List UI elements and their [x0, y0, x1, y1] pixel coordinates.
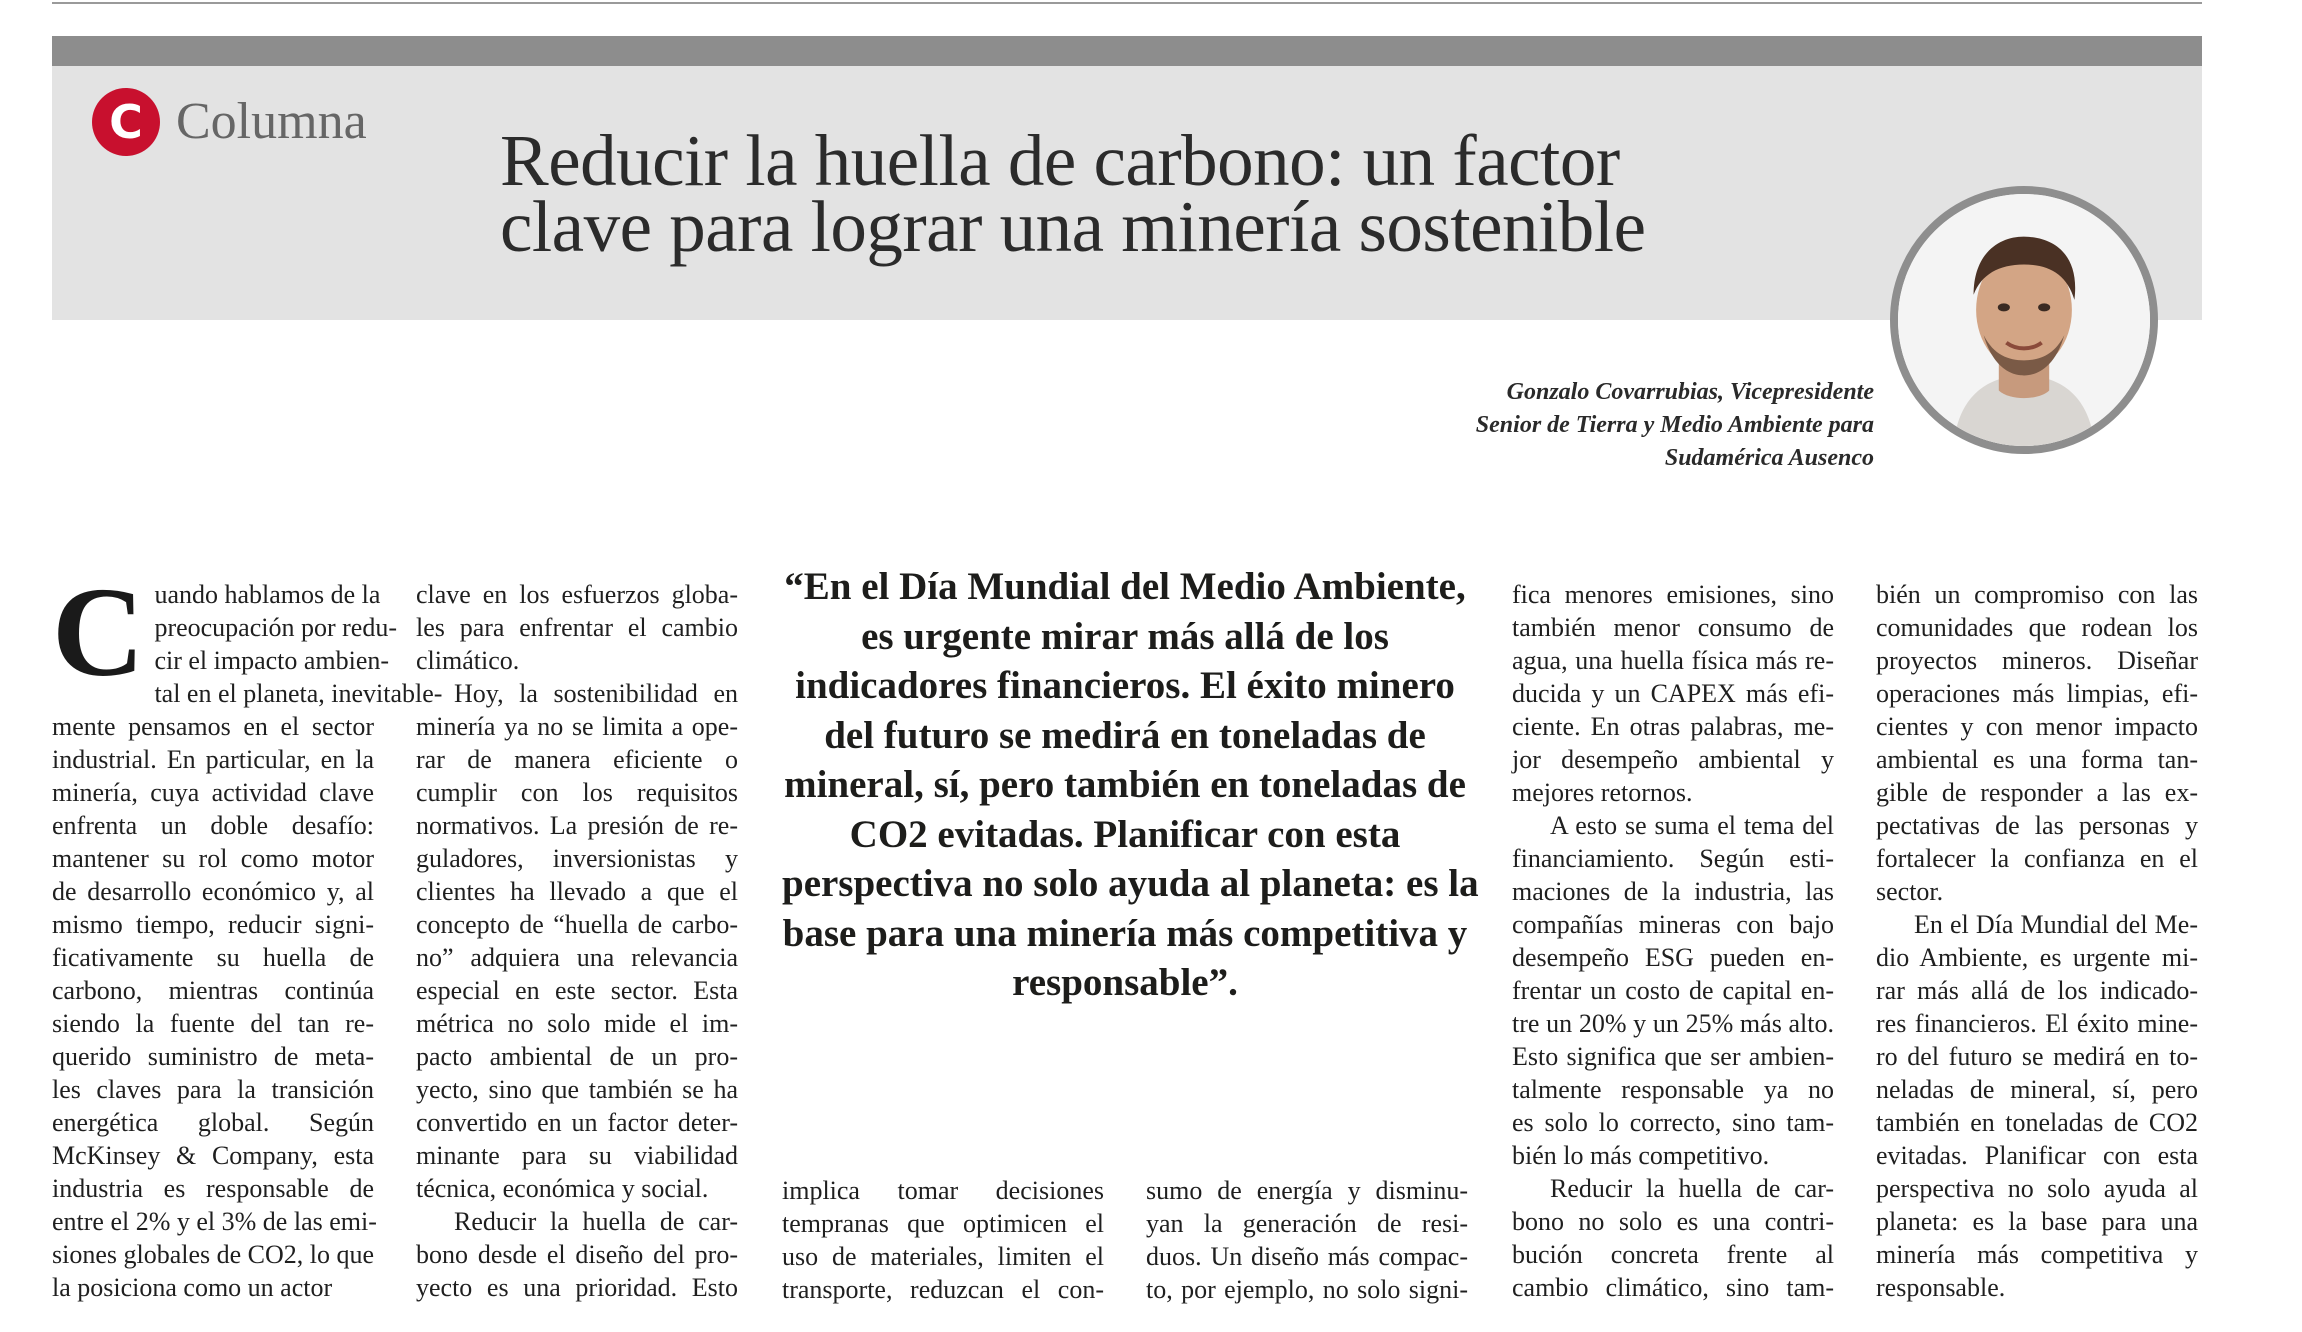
body-text-line: cumplir con los requisitos — [416, 778, 738, 807]
body-text-line: desempeño ESG pueden en- — [1512, 943, 1834, 972]
body-text-line: rar de manera eficiente o — [416, 745, 738, 774]
body-text-line: operaciones más limpias, efi- — [1876, 679, 2198, 708]
body-text-line: compañías mineras con bajo — [1512, 910, 1834, 939]
body-text-line: clientes ha llevado a que el — [416, 877, 738, 906]
body-text-line: planeta: es la base para una — [1876, 1207, 2198, 1236]
body-text-line: ciente. En otras palabras, me- — [1512, 712, 1834, 741]
body-text-line: minería, cuya actividad clave — [52, 778, 374, 807]
body-text-line: to, por ejemplo, no solo signi- — [1146, 1275, 1468, 1304]
body-text-line: carbono, mientras continúa — [52, 976, 374, 1005]
byline-line: Gonzalo Covarrubias, Vicepresidente — [1506, 379, 1874, 405]
body-text-line: duos. Un diseño más compac- — [1146, 1242, 1468, 1271]
body-text-line: res financieros. El éxito mine- — [1876, 1009, 2198, 1038]
drop-cap: C — [52, 561, 145, 703]
body-text-line: entre el 2% y el 3% de las emi- — [52, 1207, 377, 1236]
body-text-line: métrica no solo mide el im- — [416, 1009, 738, 1038]
body-text-line: especial en este sector. Esta — [416, 976, 738, 1005]
body-text-line: minería más competitiva y — [1876, 1240, 2198, 1269]
body-text-line: evitadas. Planificar con esta — [1876, 1141, 2198, 1170]
body-text-line: talmente responsable ya no — [1512, 1075, 1834, 1104]
body-text-line: industrial. En particular, en la — [52, 745, 374, 774]
body-column-3 — [782, 1174, 1104, 1306]
body-text-line: pectativas de las personas y — [1876, 811, 2198, 840]
body-text-line: mente pensamos en el sector — [52, 712, 374, 741]
column-badge-icon: C — [92, 88, 160, 156]
column-4-text — [1146, 1174, 1468, 1306]
body-text-line: dio Ambiente, es urgente mi- — [1876, 943, 2198, 972]
body-text-line: pacto ambiental de un pro- — [416, 1042, 738, 1071]
section-kicker — [92, 88, 367, 156]
quote-line: es urgente mirar más allá de los — [861, 614, 1389, 658]
body-text-line: ambiental es una forma tan- — [1876, 745, 2198, 774]
body-text-line: climático. — [416, 646, 520, 675]
body-text-line: uando hablamos de la — [154, 580, 381, 609]
body-text-line: ficativamente su huella de — [52, 943, 374, 972]
section-label: Columna — [176, 93, 367, 150]
quote-line: “En el Día Mundial del Medio Ambiente, — [784, 565, 1466, 608]
body-text-line: tal en el planeta, inevitable- — [154, 679, 443, 708]
body-text-line: gible de responder a las ex- — [1876, 778, 2198, 807]
body-text-line: fortalecer la confianza en el — [1876, 844, 2198, 873]
body-text-line: En el Día Mundial del Me- — [1914, 910, 2198, 939]
author-byline — [1300, 376, 1874, 475]
body-text-line: bución concreta frente al — [1512, 1240, 1834, 1269]
body-text-line: querido suministro de meta- — [52, 1042, 374, 1071]
body-text-line: cientes y con menor impacto — [1876, 712, 2198, 741]
body-text-line: Hoy, la sostenibilidad en — [454, 679, 738, 708]
body-text-line: minería ya no se limita a ope- — [416, 712, 738, 741]
body-column-2 — [416, 578, 738, 1304]
body-column-4 — [1146, 1174, 1468, 1306]
body-text-line: convertido en un factor deter- — [416, 1108, 738, 1137]
body-text-line: tre un 20% y un 25% más alto. — [1512, 1009, 1834, 1038]
body-text-line: no” adquiera una relevancia — [416, 943, 738, 972]
headline-line: clave para lograr una minería sostenible — [500, 186, 1646, 267]
body-text-line: enfrenta un doble desafío: — [52, 811, 374, 840]
body-text-line: bién lo más competitivo. — [1512, 1141, 1770, 1170]
body-text-line: implica tomar decisiones — [782, 1176, 1104, 1205]
body-text-line: Reducir la huella de car- — [454, 1207, 738, 1236]
body-text-line: normativos. La presión de re- — [416, 811, 738, 840]
body-text-line: cambio climático, sino tam- — [1512, 1273, 1834, 1302]
header-bar — [52, 36, 2202, 66]
body-text-line: agua, una huella física más re- — [1512, 646, 1834, 675]
byline-line: Senior de Tierra y Medio Ambiente para — [1475, 412, 1874, 438]
column-3-text — [782, 1174, 1104, 1306]
body-text-line: uso de materiales, limiten el — [782, 1242, 1104, 1271]
headline-line: Reducir la huella de carbono: un factor — [500, 120, 1620, 201]
body-text-line: preocupación por redu- — [154, 613, 397, 642]
body-text-line: de desarrollo económico y, al — [52, 877, 374, 906]
body-text-line: yan la generación de resi- — [1146, 1209, 1468, 1238]
body-text-line: también menor consumo de — [1512, 613, 1834, 642]
top-rule — [52, 2, 2202, 4]
body-text-line: fica menores emisiones, sino — [1512, 580, 1834, 609]
body-text-line: es solo lo correcto, sino tam- — [1512, 1108, 1834, 1137]
body-text-line: bién un compromiso con las — [1876, 580, 2198, 609]
body-column-1 — [52, 561, 443, 1304]
column-6-text — [1876, 578, 2198, 1304]
quote-line: CO2 evitadas. Planificar con esta — [849, 812, 1401, 856]
body-text-line: bono desde el diseño del pro- — [416, 1240, 738, 1269]
pull-quote — [782, 562, 1479, 1008]
body-text-line: les para enfrentar el cambio — [416, 613, 738, 642]
body-text-line: transporte, reduzcan el con- — [782, 1275, 1104, 1304]
body-text-line: frentar un costo de capital en- — [1512, 976, 1834, 1005]
body-text-line: cir el impacto ambien- — [154, 646, 390, 675]
body-text-line: mismo tiempo, reducir signi- — [52, 910, 374, 939]
body-text-line: clave en los esfuerzos globa- — [416, 580, 738, 609]
body-text-line: responsable. — [1876, 1273, 2006, 1302]
body-text-line: comunidades que rodean los — [1876, 613, 2198, 642]
body-text-line: proyectos mineros. Diseñar — [1876, 646, 2198, 675]
quote-line: base para una minería más competitiva y — [782, 911, 1468, 955]
body-text-line: ducida y un CAPEX más efi- — [1512, 679, 1834, 708]
quote-line: del futuro se medirá en toneladas de — [824, 713, 1426, 757]
body-text-line: yecto, sino que también se ha — [416, 1075, 738, 1104]
body-text-line: rar más allá de los indicado- — [1876, 976, 2198, 1005]
body-text-line: financiamiento. Según esti- — [1512, 844, 1834, 873]
author-photo-icon — [1898, 194, 2150, 446]
body-text-line: la posiciona como un actor — [52, 1273, 333, 1302]
quote-line: indicadores financieros. El éxito minero — [795, 664, 1455, 707]
byline-line: Sudamérica Ausenco — [1664, 445, 1874, 471]
body-text-line: energética global. Según — [52, 1108, 374, 1137]
body-text-line: jor desempeño ambiental y — [1512, 745, 1834, 774]
body-text-line: McKinsey & Company, esta — [52, 1141, 374, 1170]
body-text-line: mejores retornos. — [1512, 778, 1693, 807]
body-text-line: Reducir la huella de car- — [1550, 1174, 1834, 1203]
body-text-line: sector. — [1876, 877, 1944, 906]
body-text-line: concepto de “huella de carbo- — [416, 910, 738, 939]
body-text-line: bono no solo es una contri- — [1512, 1207, 1834, 1236]
body-column-5 — [1512, 578, 1834, 1304]
body-text-line: sumo de energía y disminu- — [1146, 1176, 1468, 1205]
body-text-line: mantener su rol como motor — [52, 844, 374, 873]
headline — [500, 120, 1800, 267]
body-text-line: les claves para la transición — [52, 1075, 374, 1104]
body-text-line: guladores, inversionistas y — [416, 844, 738, 873]
body-column-6 — [1876, 578, 2198, 1304]
quote-line: perspectiva no solo ayuda al planeta: es la — [782, 862, 1479, 905]
body-text-line: industria es responsable de — [52, 1174, 374, 1203]
body-text-line: también en toneladas de CO2 — [1876, 1108, 2198, 1137]
body-text-line: técnica, económica y social. — [416, 1174, 709, 1203]
quote-line: responsable”. — [1012, 961, 1238, 1004]
body-text-line: ro del futuro se medirá en to- — [1876, 1042, 2198, 1071]
quote-line: mineral, sí, pero también en toneladas de — [784, 763, 1466, 806]
body-text-line: siones globales de CO2, lo que — [52, 1240, 375, 1269]
body-text-line: perspectiva no solo ayuda al — [1876, 1174, 2198, 1203]
body-text-line: maciones de la industria, las — [1512, 877, 1834, 906]
column-2-text — [416, 578, 738, 1304]
body-text-line: minante para su viabilidad — [416, 1141, 738, 1170]
body-text-line: yecto es una prioridad. Esto — [416, 1273, 738, 1302]
body-text-line: A esto se suma el tema del — [1550, 811, 1834, 840]
author-portrait — [1890, 186, 2158, 454]
body-text-line: siendo la fuente del tan re- — [52, 1009, 374, 1038]
column-5-text — [1512, 578, 1834, 1304]
body-text-line: Esto significa que ser ambien- — [1512, 1042, 1834, 1071]
body-text-line: neladas de mineral, sí, pero — [1876, 1075, 2198, 1104]
body-text-line: tempranas que optimicen el — [782, 1209, 1104, 1238]
